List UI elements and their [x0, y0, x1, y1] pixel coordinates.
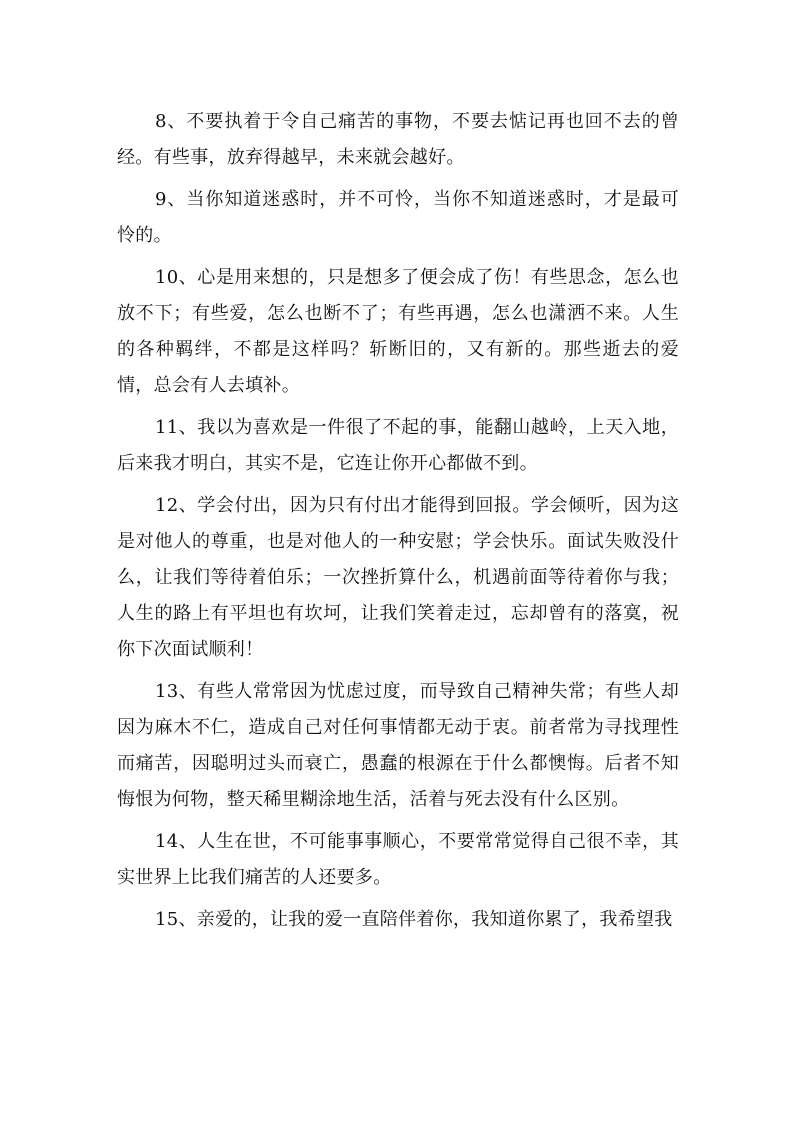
paragraph-9: 9、当你知道迷惑时，并不可怜，当你不知道迷惑时，才是最可怜的。 — [117, 189, 679, 246]
paragraph-14: 14、人生在世，不可能事事顺心，不要常常觉得自己很不幸，其实世界上比我们痛苦的人还要多。 — [117, 831, 679, 888]
paragraph-15: 15、亲爱的，让我的爱一直陪伴着你，我知道你累了，我希望我 — [155, 909, 673, 930]
paragraph-13: 13、有些人常常因为忧虑过度，而导致自己精神失常；有些人却因为麻木不仁，造成自己对任何事情都无动于衷。前者常为寻找理性而痛苦，因聪明过头而衰亡，愚蠢的根源在于什么都懊悔。后者不知悔恨为何物，整天稀里糊涂地生活，活着与死去没有什么区别。 — [117, 681, 679, 810]
paragraph-8: 8、不要执着于令自己痛苦的事物，不要去惦记再也回不去的曾经。有些事，放弃得越早，未来就会越好。 — [117, 111, 679, 168]
paragraph-12: 12、学会付出，因为只有付出才能得到回报。学会倾听，因为这是对他人的尊重，也是对他人的一种安慰；学会快乐。面试失败没什么，让我们等待着伯乐；一次挫折算什么，机遇前面等待着你与我；人生的路上有平坦也有坎坷，让我们笑着走过，忘却曾有的落寞，祝你下次面试顺利！ — [117, 495, 679, 660]
document-body — [117, 104, 679, 944]
paragraph-10: 10、心是用来想的，只是想多了便会成了伤！有些思念，怎么也放不下；有些爱，怎么也断不了；有些再遇，怎么也潇洒不来。人生的各种羁绊，不都是这样吗？斩断旧的，又有新的。那些逝去的爱情，总会有人去填补。 — [117, 267, 679, 396]
paragraph-11: 11、我以为喜欢是一件很了不起的事，能翻山越岭，上天入地，后来我才明白，其实不是，它连让你开心都做不到。 — [117, 417, 679, 474]
